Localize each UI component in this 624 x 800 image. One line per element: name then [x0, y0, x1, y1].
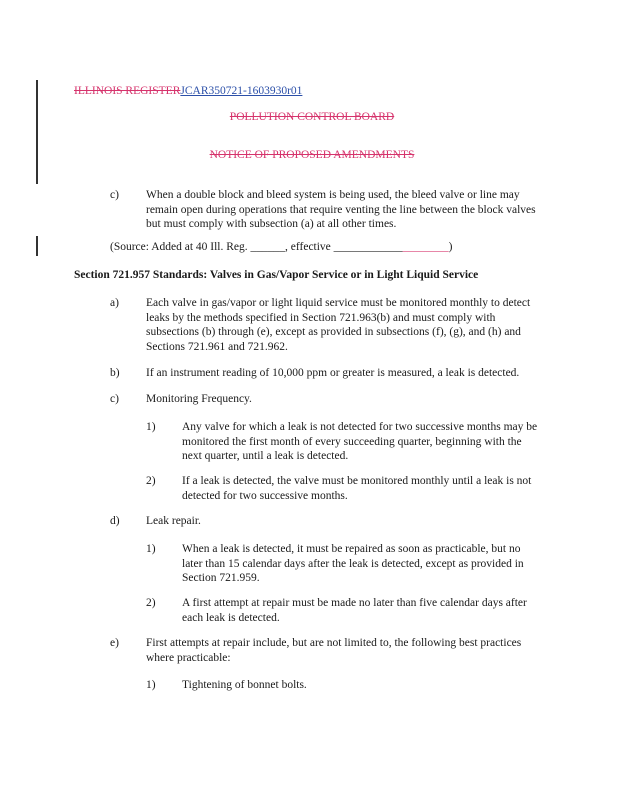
item-e-text: First attempts at repair include, but are not limited to, the following best practices where practicable: — [146, 637, 522, 664]
notice-title: NOTICE OF PROPOSED AMENDMENTS — [209, 149, 415, 161]
change-bar-source — [36, 236, 38, 256]
register-header — [74, 84, 302, 99]
item-d-label: d) — [110, 515, 120, 527]
section-heading: Section 721.957 Standards: Valves in Gas/Vapor Service or in Light Liquid Service — [74, 269, 479, 281]
item-d1-label: 1) — [146, 543, 156, 555]
item-d1-text: When a leak is detected, it must be repaired as soon as practicable, but no later than 15 calendar days after the leak is detected, except as provided in Section 721.959. — [182, 543, 524, 584]
item-c-text: Monitoring Frequency. — [146, 393, 252, 405]
item-c1-text: Any valve for which a leak is not detected for two successive months may be monitored the first month of every succeeding quarter, beginning with the next quarter, until a leak is detected. — [182, 421, 538, 462]
item-b-text: If an instrument reading of 10,000 ppm or greater is measured, a leak is detected. — [146, 367, 520, 379]
item-e1-text: Tightening of bonnet bolts. — [182, 679, 307, 691]
para-c-top-label: c) — [110, 189, 119, 201]
register-struck: ILLINOIS REGISTER — [74, 85, 181, 97]
item-c1-label: 1) — [146, 421, 156, 433]
item-d2-label: 2) — [146, 597, 156, 609]
item-d-text: Leak repair. — [146, 515, 201, 527]
item-e-label: e) — [110, 637, 119, 649]
item-c2-label: 2) — [146, 475, 156, 487]
item-c2-text: If a leak is detected, the valve must be monitored monthly until a leak is not detected for two successive months. — [182, 475, 532, 502]
item-e1-label: 1) — [146, 679, 156, 691]
source-line: (Source: Added at 40 Ill. Reg. ______, effective ____________________) — [110, 241, 453, 253]
para-c-top-text: When a double block and bleed system is being used, the bleed valve or line may remain open during operations that require venting the line between the block valves but must comply with subsection (a) at all other times. — [146, 189, 536, 230]
item-a-text: Each valve in gas/vapor or light liquid service must be monitored monthly to detect leaks by the methods specified in Section 721.963(b) and must comply with subsections (b) through (e), except as provided in subsections (f), (g), and (h) and Sections 721.961 and 721.962. — [146, 297, 531, 353]
item-c-label: c) — [110, 393, 119, 405]
item-a-label: a) — [110, 297, 119, 309]
register-code: JCAR350721-1603930r01 — [180, 85, 303, 97]
board-title: POLLUTION CONTROL BOARD — [229, 111, 395, 123]
item-b-label: b) — [110, 367, 120, 379]
change-bar-top — [36, 80, 38, 184]
item-d2-text: A first attempt at repair must be made no later than five calendar days after each leak is detected. — [182, 597, 527, 624]
